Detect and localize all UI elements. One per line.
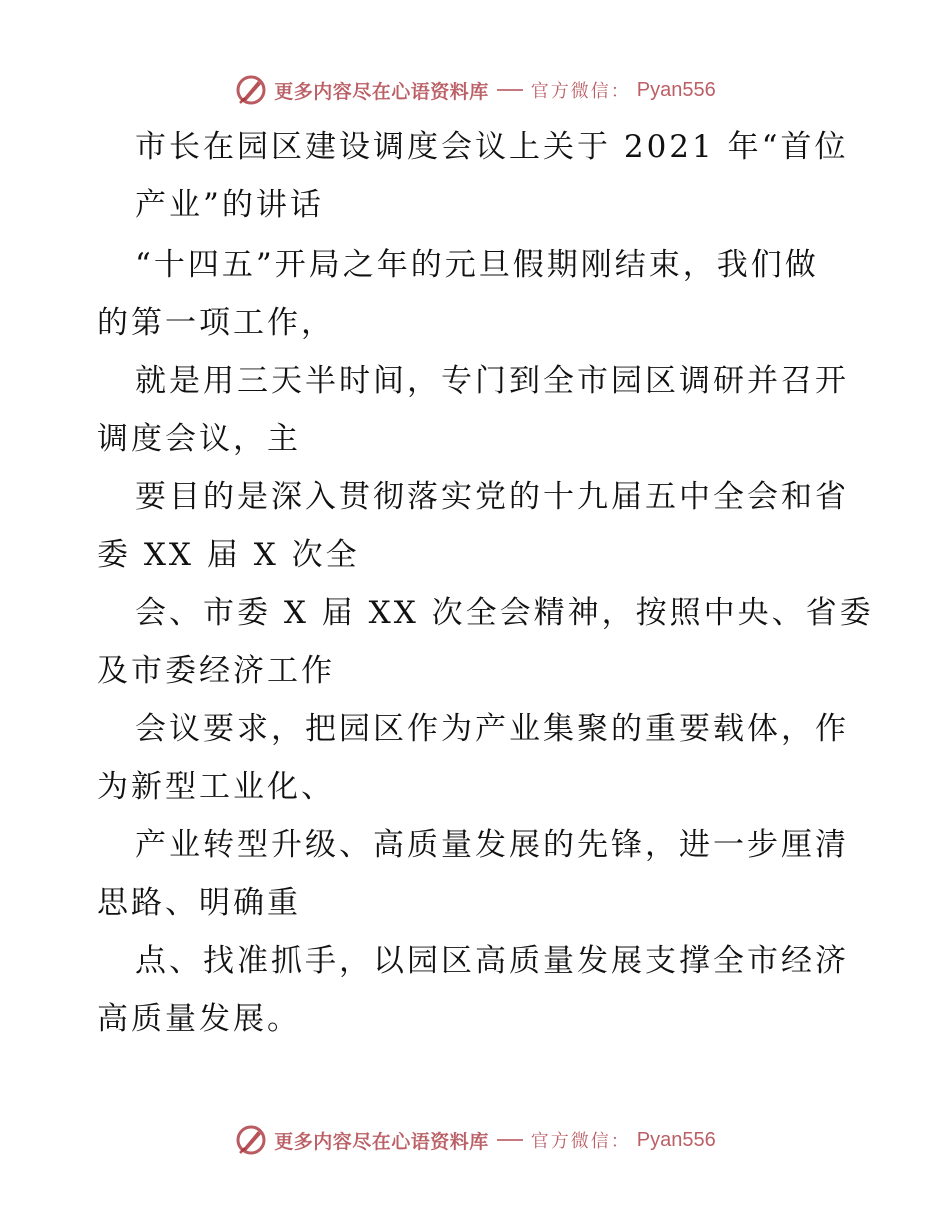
paragraph-line: 委 XX 届 X 次全 bbox=[97, 537, 360, 573]
paragraph-line: 要目的是深入贯彻落实党的十九届五中全会和省 bbox=[135, 479, 849, 515]
header-watermark bbox=[0, 70, 950, 110]
paragraph-line: 会议要求，把园区作为产业集聚的重要载体，作 bbox=[135, 711, 849, 747]
document-title-line-1: 市长在园区建设调度会议上关于 2021 年“首位 bbox=[135, 129, 849, 165]
paragraph-line: 为新型工业化、 bbox=[97, 769, 335, 805]
quill-logo-icon bbox=[234, 1123, 268, 1157]
paragraph-line: 的第一项工作， bbox=[97, 305, 335, 341]
paragraph-line: 产业转型升级、高质量发展的先锋，进一步厘清 bbox=[135, 827, 849, 863]
watermark-account: Pyan556 bbox=[636, 1128, 716, 1151]
document-title-line-2: 产业”的讲话 bbox=[135, 187, 324, 223]
watermark-text: 更多内容尽在心语资料库 bbox=[274, 80, 489, 103]
paragraph-line: 高质量发展。 bbox=[97, 1001, 301, 1037]
watermark-dash bbox=[497, 1139, 523, 1141]
watermark-dash bbox=[497, 89, 523, 91]
footer-watermark bbox=[0, 1120, 950, 1160]
paragraph-line: “十四五”开局之年的元旦假期刚结束，我们做 bbox=[135, 247, 819, 283]
quill-logo-icon bbox=[234, 73, 268, 107]
watermark-text: 更多内容尽在心语资料库 bbox=[274, 1130, 489, 1153]
paragraph-line: 就是用三天半时间，专门到全市园区调研并召开 bbox=[135, 363, 849, 399]
paragraph-line: 思路、明确重 bbox=[97, 885, 301, 921]
watermark-account: Pyan556 bbox=[636, 78, 716, 101]
paragraph-line: 及市委经济工作 bbox=[97, 653, 335, 689]
watermark-official-label: 官方微信： bbox=[530, 81, 631, 102]
watermark-official-label: 官方微信： bbox=[530, 1131, 631, 1152]
paragraph-line: 调度会议，主 bbox=[97, 421, 301, 457]
paragraph-line: 会、市委 X 届 XX 次全会精神，按照中央、省委 bbox=[135, 595, 874, 631]
paragraph-line: 点、找准抓手，以园区高质量发展支撑全市经济 bbox=[135, 943, 849, 979]
